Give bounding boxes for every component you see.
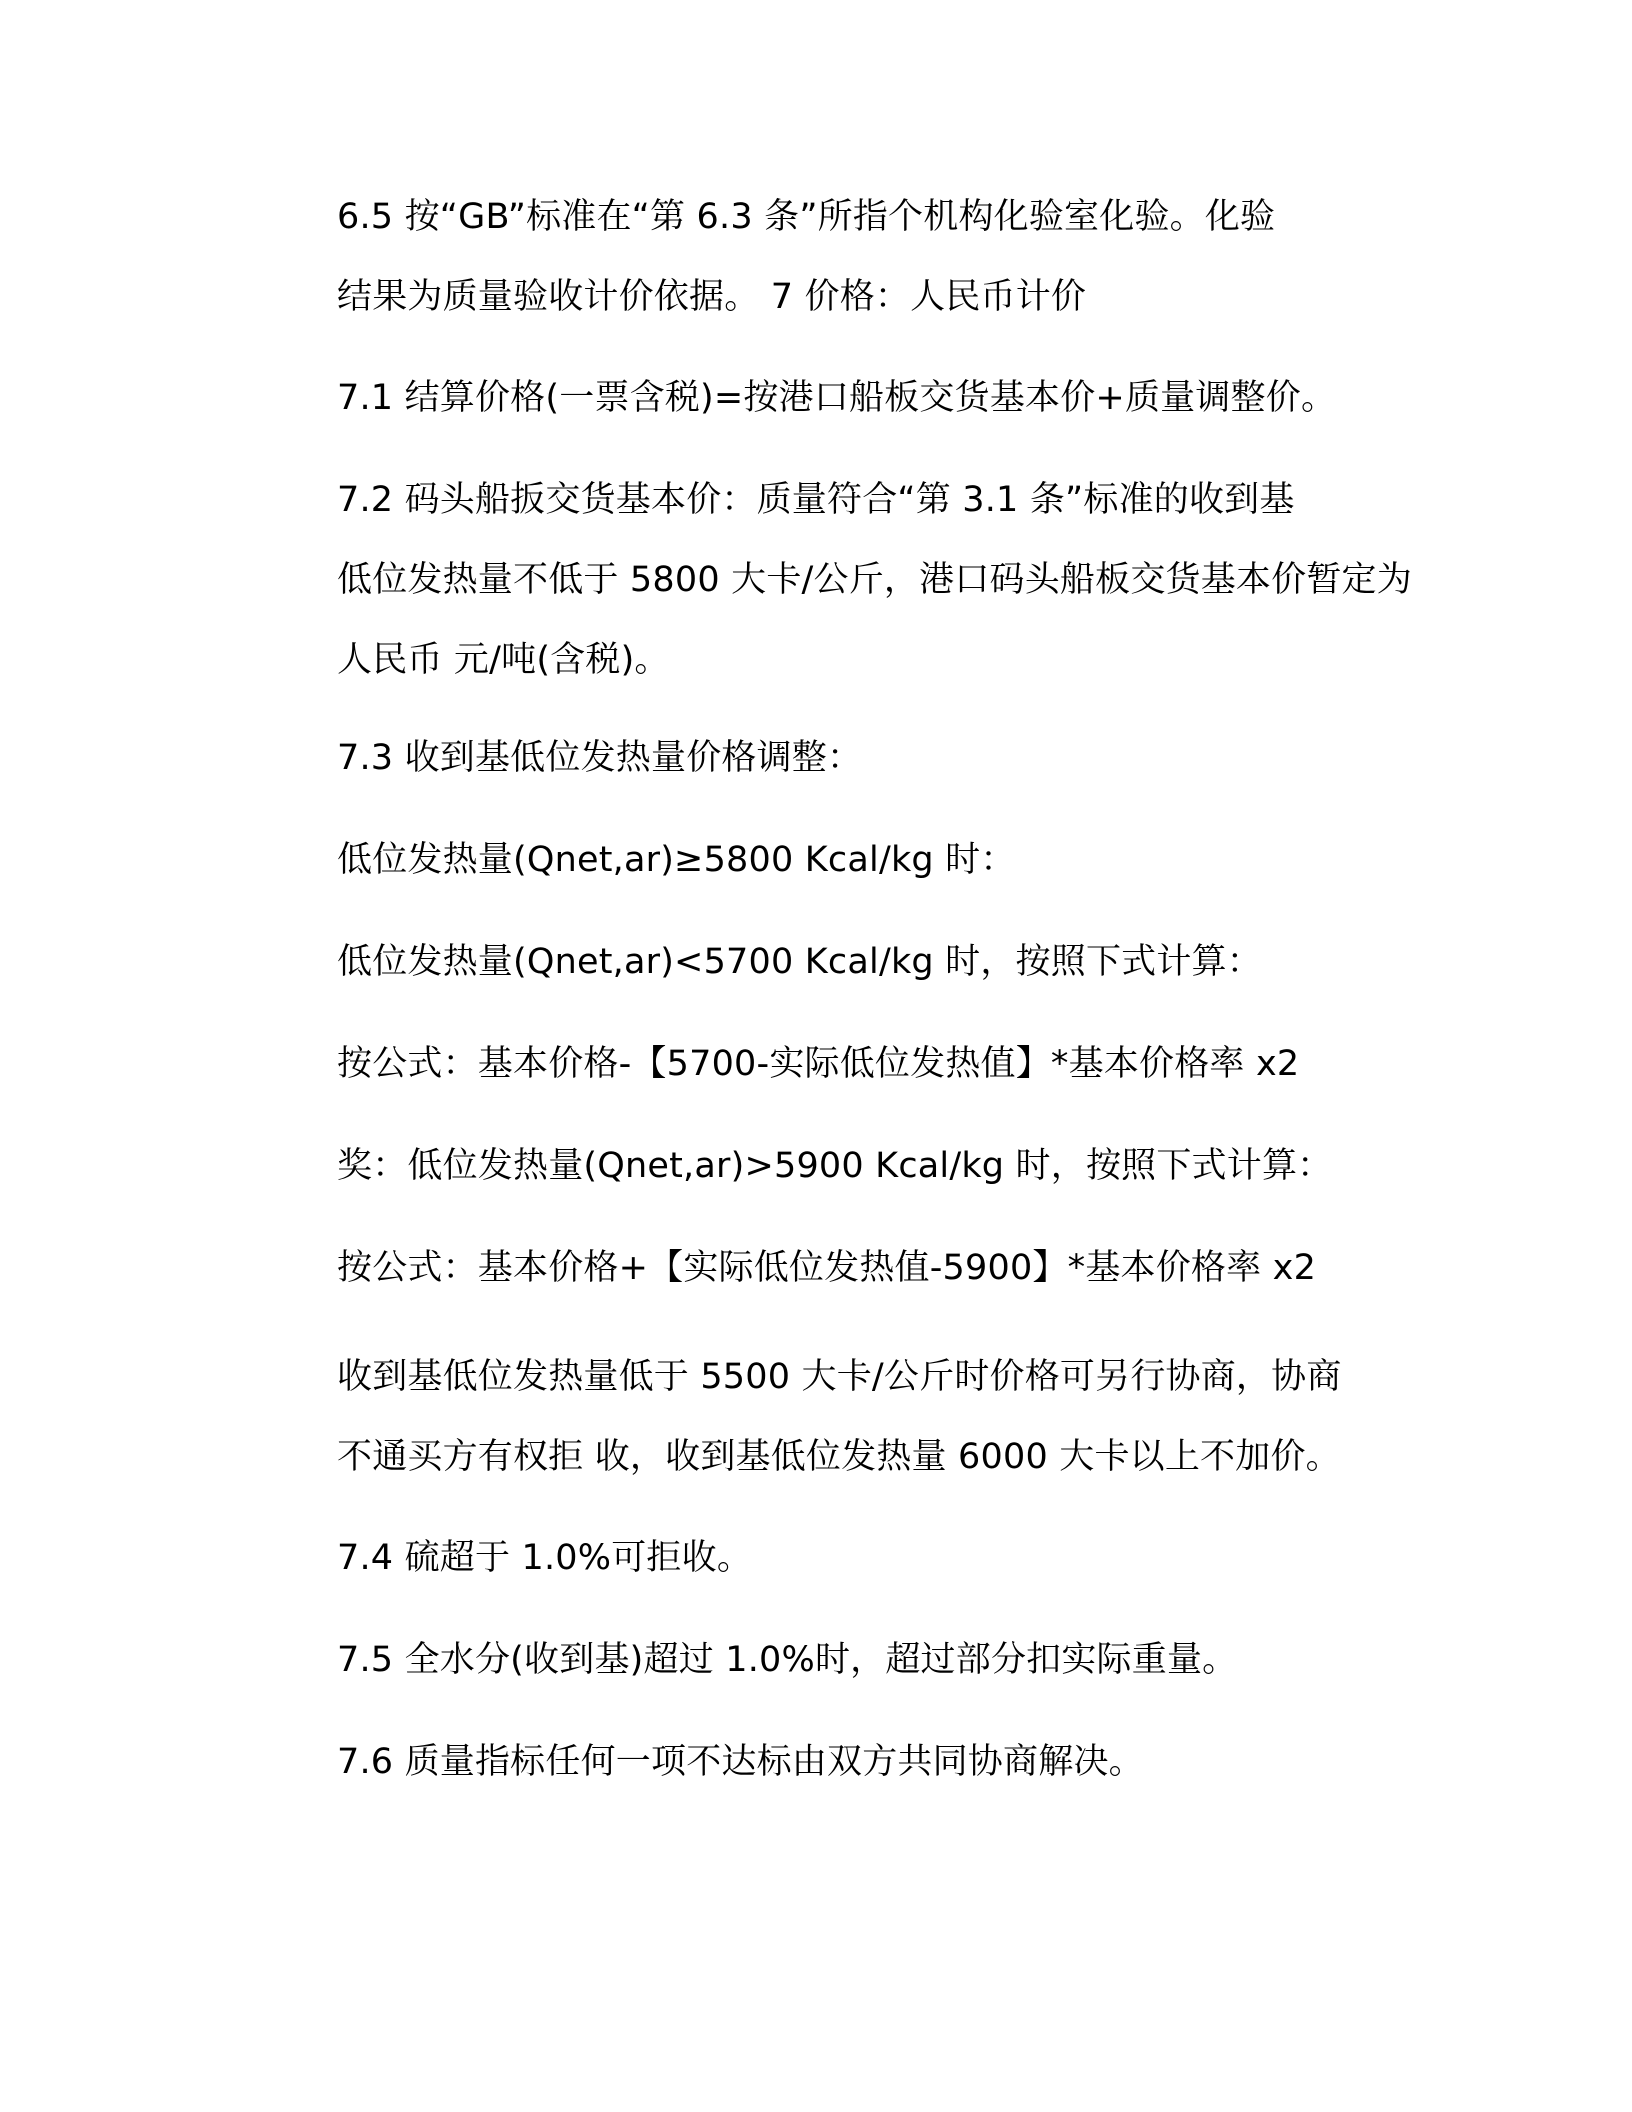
text-line: 7.4 硫超于 1.0%可拒收。: [337, 1538, 753, 1578]
clause-7-3: [240, 718, 1380, 798]
clause-7-6: [240, 1722, 1380, 1802]
text-line: 6.5 按“GB”标准在“第 6.3 条”所指个机构化验室化验。化验: [337, 197, 1276, 237]
clause-7-5: [240, 1620, 1380, 1700]
negotiation-clause: [240, 1337, 1380, 1497]
text-line: 7.5 全水分(收到基)超过 1.0%时，超过部分扣实际重量。: [337, 1640, 1238, 1680]
bonus-condition-line: [240, 1126, 1380, 1206]
text-line: 按公式：基本价格+【实际低位发热值-5900】*基本价格率 x2: [337, 1248, 1317, 1288]
text-line: 收到基低位发热量低于 5500 大卡/公斤时价格可另行协商，协商: [337, 1357, 1342, 1397]
text-line: 7.6 质量指标任何一项不达标由双方共同协商解决。: [337, 1742, 1144, 1782]
clause-6-5: [240, 177, 1380, 337]
penalty-formula-line: [240, 1024, 1380, 1104]
text-line: 结果为质量验收计价依据。 7 价格：人民币计价: [337, 277, 1087, 317]
clause-7-2: [240, 460, 1412, 700]
text-line: 7.1 结算价格(一票含税)=按港口船板交货基本价+质量调整价。: [337, 378, 1337, 418]
text-line: 人民币 元/吨(含税)。: [337, 640, 670, 680]
bonus-formula-line: [240, 1228, 1380, 1308]
text-line: 7.2 码头船扳交货基本价：质量符合“第 3.1 条”标准的收到基: [337, 480, 1295, 520]
text-line: 不通买方有权拒 收，收到基低位发热量 6000 大卡以上不加价。: [337, 1437, 1341, 1477]
text-line: 7.3 收到基低位发热量价格调整：: [337, 738, 863, 778]
text-line: 按公式：基本价格-【5700-实际低位发热值】*基本价格率 x2: [337, 1044, 1300, 1084]
text-line: 低位发热量(Qnet,ar)<5700 Kcal/kg 时，按照下式计算：: [337, 942, 1262, 982]
text-line: 低位发热量(Qnet,ar)≥5800 Kcal/kg 时：: [337, 840, 1016, 880]
heat-threshold-line: [240, 820, 1380, 900]
penalty-condition-line: [240, 922, 1380, 1002]
text-line: 低位发热量不低于 5800 大卡/公斤，港口码头船板交货基本价暂定为: [337, 560, 1412, 600]
clause-7-4: [240, 1518, 1380, 1598]
clause-7-1: [240, 358, 1380, 438]
text-line: 奖：低位发热量(Qnet,ar)>5900 Kcal/kg 时，按照下式计算：: [337, 1146, 1333, 1186]
